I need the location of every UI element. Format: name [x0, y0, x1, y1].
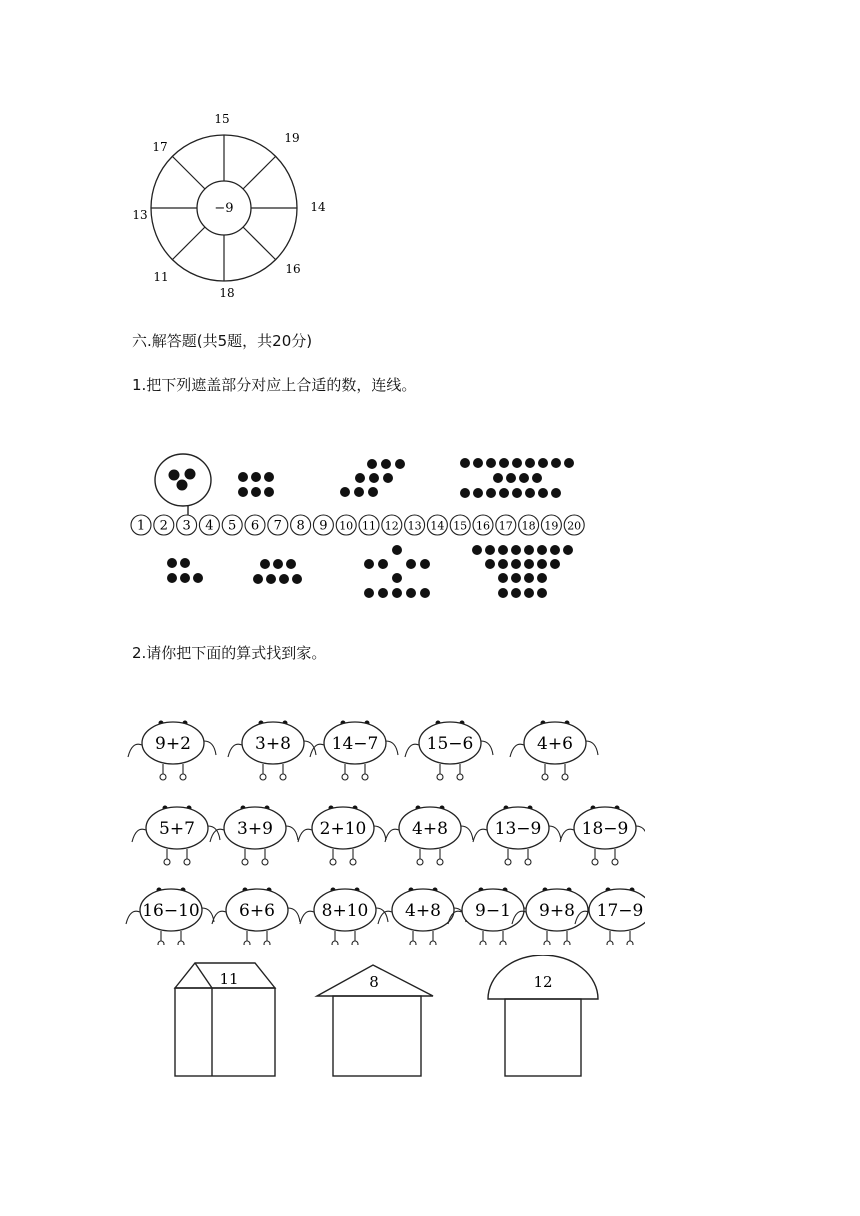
wheel-number: 11: [153, 270, 169, 284]
expression-bug: [128, 721, 216, 781]
expression-bug: [212, 888, 300, 946]
house-label: 11: [219, 970, 239, 988]
number-line-item: [450, 515, 470, 535]
svg-text:14: 14: [430, 519, 445, 533]
number-line-item: [177, 515, 197, 535]
expression-label: 8+10: [321, 901, 369, 921]
number-line-item: [427, 515, 447, 535]
number-line-item: [199, 515, 219, 535]
expression-label: 4+6: [537, 734, 573, 754]
expression-bug: [298, 806, 386, 866]
svg-text:5: 5: [228, 518, 237, 534]
wheel-number: 17: [152, 140, 168, 154]
number-line-item: [382, 515, 402, 535]
svg-text:8: 8: [296, 518, 305, 534]
expression-bug: [132, 806, 220, 866]
number-line-item: [131, 515, 151, 535]
house-label: 8: [369, 973, 379, 991]
svg-text:18: 18: [521, 519, 536, 533]
number-line-item: [154, 515, 174, 535]
number-line-item: [519, 515, 539, 535]
number-wheel: [130, 108, 330, 303]
svg-text:11: 11: [362, 519, 376, 533]
house-label: 12: [533, 973, 553, 991]
svg-text:2: 2: [159, 518, 168, 534]
expression-label: 3+8: [255, 734, 291, 754]
expression-bug: [310, 721, 398, 781]
expression-bug: [228, 721, 316, 781]
question-1-text: 1.把下列遮盖部分对应上合适的数，连线。: [132, 376, 417, 394]
wheel-center: −9: [214, 201, 234, 216]
expression-label: 17−9: [596, 901, 644, 921]
expression-label: 9+8: [539, 901, 575, 921]
houses-figure: [165, 955, 610, 1080]
svg-text:12: 12: [384, 519, 399, 533]
expression-bug: [378, 888, 466, 946]
svg-text:4: 4: [205, 518, 214, 534]
expression-label: 16−10: [142, 901, 200, 921]
wheel-number: 16: [285, 262, 301, 276]
expression-bug: [512, 888, 600, 946]
svg-text:19: 19: [544, 519, 559, 533]
svg-text:10: 10: [339, 519, 354, 533]
wheel-number: 13: [132, 208, 148, 222]
expression-bug: [385, 806, 473, 866]
expression-label: 3+9: [237, 819, 273, 839]
number-line-item: [313, 515, 333, 535]
svg-text:3: 3: [182, 518, 191, 534]
number-line-item: [359, 515, 379, 535]
expression-bug: [473, 806, 561, 866]
expression-bug: [126, 888, 214, 946]
expression-bug: [560, 806, 645, 866]
number-line-item: [541, 515, 561, 535]
number-line-item: [496, 515, 516, 535]
number-line-item: [291, 515, 311, 535]
expression-label: 18−9: [581, 819, 629, 839]
number-line-item: [405, 515, 425, 535]
number-line-item: [336, 515, 356, 535]
svg-text:15: 15: [453, 519, 468, 533]
svg-text:13: 13: [407, 519, 422, 533]
expression-bugs-figure: [125, 705, 645, 945]
wheel-number: 14: [310, 200, 326, 214]
svg-text:1: 1: [136, 518, 146, 534]
expression-label: 13−9: [494, 819, 542, 839]
svg-text:7: 7: [273, 518, 282, 534]
number-line-item: [245, 515, 265, 535]
wheel-number: 18: [219, 286, 235, 300]
wheel-number: 19: [284, 131, 300, 145]
svg-text:20: 20: [567, 519, 582, 533]
expression-label: 5+7: [159, 819, 195, 839]
number-line-item: [268, 515, 288, 535]
svg-text:17: 17: [498, 519, 513, 533]
expression-label: 9+2: [155, 734, 191, 754]
dot-matching-figure: [125, 448, 595, 608]
svg-text:16: 16: [476, 519, 490, 533]
question-2-text: 2.请你把下面的算式找到家。: [132, 644, 327, 662]
number-line-item: [473, 515, 493, 535]
expression-label: 15−6: [426, 734, 474, 754]
svg-text:6: 6: [250, 518, 260, 534]
expression-label: 14−7: [331, 734, 379, 754]
expression-label: 6+6: [239, 901, 275, 921]
expression-label: 9−1: [475, 901, 511, 921]
number-line-item: [222, 515, 242, 535]
expression-label: 4+8: [405, 901, 441, 921]
expression-bug: [510, 721, 598, 781]
expression-bug: [448, 888, 536, 946]
expression-bug: [300, 888, 388, 946]
expression-bug: [210, 806, 298, 866]
expression-bug: [405, 721, 493, 781]
number-line-item: [564, 515, 584, 535]
expression-label: 2+10: [319, 819, 367, 839]
wheel-number: 15: [214, 112, 230, 126]
expression-label: 4+8: [412, 819, 448, 839]
svg-text:9: 9: [319, 518, 328, 534]
section-title: 六.解答题(共5题，共20分): [132, 332, 313, 350]
